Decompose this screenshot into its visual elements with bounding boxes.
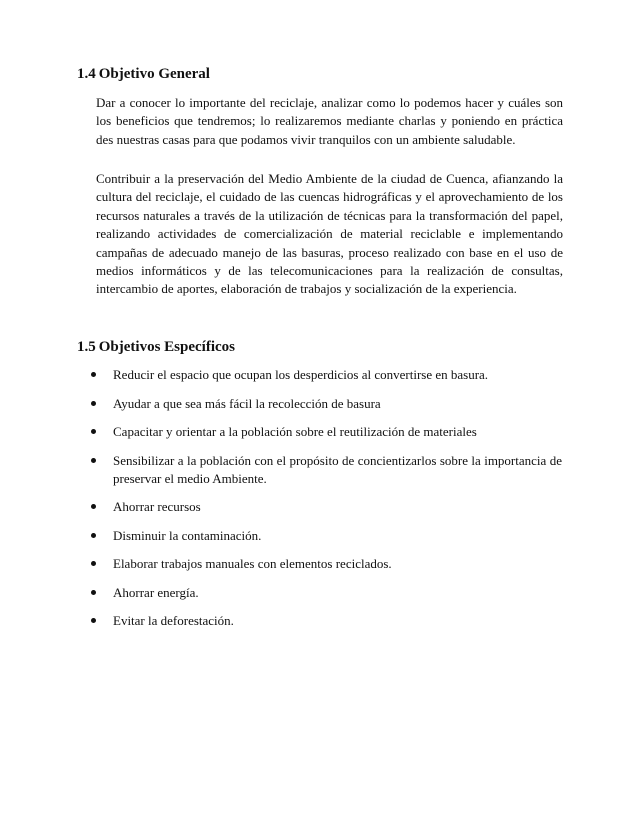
section-number: 1.4 — [77, 66, 96, 82]
section-title: Objetivo General — [98, 66, 210, 82]
list-item — [78, 555, 568, 573]
list-item-text: Ahorrar energía. — [113, 584, 199, 600]
bullet-icon — [91, 504, 96, 509]
list-item — [78, 366, 568, 384]
section-heading-objetivo-general — [77, 65, 210, 83]
list-item — [78, 612, 568, 630]
list-item — [78, 527, 568, 545]
bullet-icon — [91, 590, 96, 595]
specific-objectives-list — [78, 366, 568, 641]
list-item-text: Ayudar a que sea más fácil la recolección de basura — [113, 395, 381, 411]
general-objective-paragraph: Dar a conocer lo importante del reciclaje, analizar como lo podemos hacer y cuáles son los beneficios que tendremos; lo realizaremos mediante charlas y poniendo en práctica des nuestras casas para que podamos vivir tranquilos con un ambiente saludable. — [96, 95, 563, 147]
list-item — [78, 395, 568, 413]
bullet-icon — [91, 618, 96, 623]
section-title: Objetivos Específicos — [98, 339, 235, 355]
bullet-icon — [91, 458, 96, 463]
list-item — [78, 584, 568, 602]
bullet-icon — [91, 401, 96, 406]
list-item — [78, 498, 568, 516]
section-heading-objetivos-especificos — [77, 338, 235, 356]
bullet-icon — [91, 429, 96, 434]
list-item-text: Ahorrar recursos — [113, 499, 201, 514]
list-item-text: Reducir el espacio que ocupan los desperdicios al convertirse en basura. — [113, 367, 489, 382]
list-item-text: Disminuir la contaminación. — [113, 527, 262, 543]
list-item-text: Sensibilizar a la población con el propósito de concientizarlos sobre la importancia de preservar el medio Ambiente. — [113, 452, 562, 486]
list-item-text: Elaborar trabajos manuales con elementos reciclados. — [113, 556, 392, 571]
bullet-icon — [91, 372, 96, 377]
bullet-icon — [91, 561, 96, 566]
list-item — [78, 423, 568, 441]
list-item — [78, 452, 568, 488]
list-item-text: Evitar la deforestación. — [113, 613, 234, 628]
section-number: 1.5 — [77, 339, 96, 355]
list-item-text: Capacitar y orientar a la población sobre el reutilización de materiales — [113, 424, 477, 439]
general-objective-paragraph: Contribuir a la preservación del Medio Ambiente de la ciudad de Cuenca, afianzando la cultura del reciclaje, el cuidado de las cuencas hidrográficas y el aprovechamiento de los recursos naturales a través de la utilización de técnicas para la transformación del papel, realizando actividades de comercialización de material reciclable e implementando campañas de adecuado manejo de las basuras, proceso realizado con base en el uso de medios informáticos y de las telecomunicaciones para la realización de consultas, intercambio de aportes, elaboración de trabajos y socialización de la experiencia. — [96, 171, 563, 297]
bullet-icon — [91, 533, 96, 538]
